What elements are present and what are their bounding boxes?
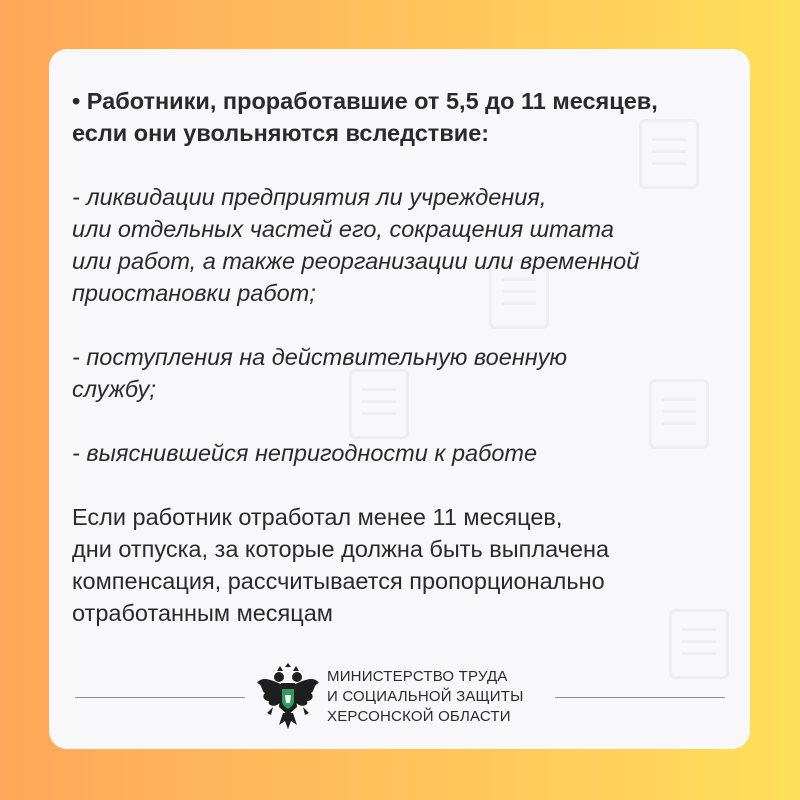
list-item-line: или работ, а также реорганизации или временной [72, 248, 640, 274]
ministry-name-line: И СОЦИАЛЬНОЙ ЗАЩИТЫ [327, 688, 524, 705]
list-item-liquidation [72, 181, 742, 309]
ministry-name-line: ХЕРСОНСКОЙ ОБЛАСТИ [327, 708, 511, 725]
list-item-line: - выяснившейся непригодности к работе [72, 440, 538, 466]
list-item-line: - поступления на действительную военную [72, 344, 568, 370]
list-item-line: службу; [72, 376, 156, 402]
footer [49, 661, 750, 741]
compensation-paragraph [72, 501, 742, 629]
paragraph-line: Если работник отработал менее 11 месяцев, [72, 504, 563, 530]
heading-line: • Работники, проработавшие от 5,5 до 11 месяцев, [72, 88, 658, 114]
list-item-military-service [72, 341, 742, 405]
paragraph-line: компенсация, рассчитывается пропорционально [72, 568, 605, 594]
paragraph-line: отработанным месяцам [72, 600, 333, 626]
double-headed-eagle-icon [255, 663, 321, 733]
list-item-line: приостановки работ; [72, 280, 316, 306]
main-text [72, 85, 742, 629]
list-item-unfitness [72, 437, 742, 469]
ministry-name-line: МИНИСТЕРСТВО ТРУДА [327, 668, 508, 685]
footer-divider-left [75, 697, 245, 698]
list-item-line: - ликвидации предприятия ли учреждения, [72, 184, 547, 210]
footer-divider-right [555, 697, 725, 698]
heading [72, 85, 742, 149]
paragraph-line: дни отпуска, за которые должна быть выплачена [72, 536, 610, 562]
heading-line: если они увольняются вследствие: [72, 120, 490, 146]
list-item-line: или отдельных частей его, сокращения штата [72, 216, 614, 242]
ministry-name [327, 667, 524, 727]
content-card [49, 49, 750, 749]
